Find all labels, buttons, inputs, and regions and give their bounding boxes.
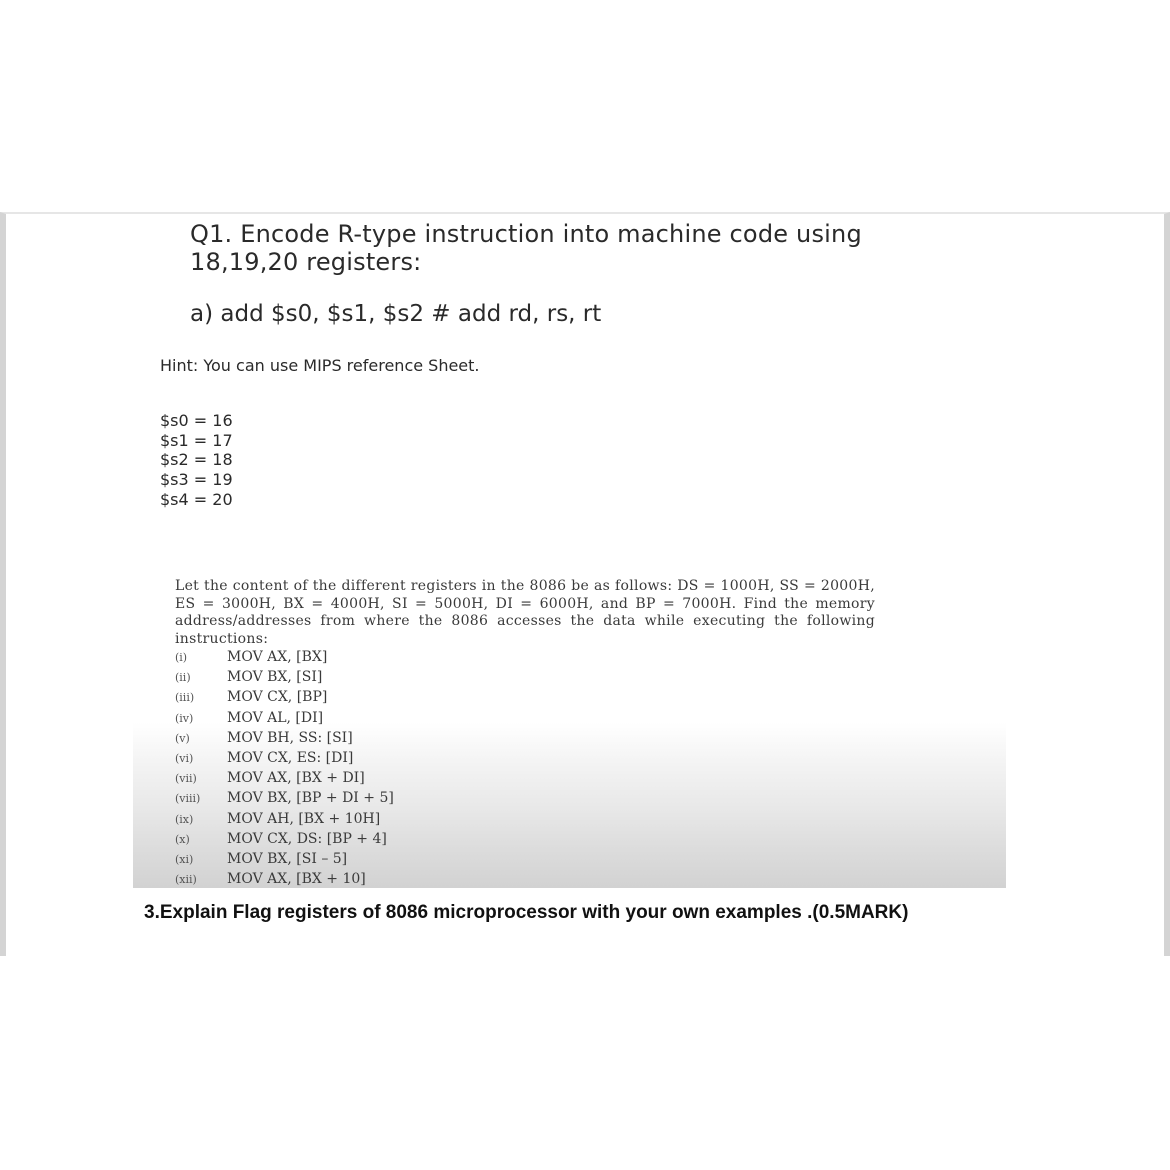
register-item: $s1 = 17 [160,430,233,450]
instruction-text: MOV BX, [SI] [227,669,323,686]
instruction-number: (x) [175,832,190,846]
register-item: $s3 = 19 [160,470,233,490]
instruction-number: (ix) [175,812,194,826]
instruction-item [175,829,394,849]
instruction-item [175,728,394,748]
instruction-text: MOV AX, [BX + 10] [227,871,366,888]
instruction-text: MOV BH, SS: [SI] [227,729,353,746]
scanned-question-image [133,570,1006,888]
question-1-part-a: a) add $s0, $s1, $s2 # add rd, rs, rt [190,301,602,327]
instruction-text: MOV CX, [BP] [227,689,328,706]
instruction-number: (viii) [175,792,201,806]
instruction-number: (v) [175,731,190,745]
instruction-item [175,788,394,808]
instruction-list [175,647,394,889]
instruction-number: (ii) [175,671,191,685]
instruction-item [175,768,394,788]
instruction-number: (iv) [175,711,194,725]
instruction-text: MOV AX, [BX] [227,649,328,665]
instruction-item [175,849,394,869]
instruction-number: (vii) [175,772,197,786]
instruction-number: (i) [175,651,188,664]
question-1-heading [190,220,862,276]
hint-text: Hint: You can use MIPS reference Sheet. [160,356,480,375]
instruction-text: MOV BX, [BP + DI + 5] [227,790,394,807]
instruction-text: MOV CX, DS: [BP + 4] [227,830,387,847]
question-1-line-2: 18,19,20 registers: [190,248,422,276]
question-1-line-1: Q1. Encode R-type instruction into machine code using [190,220,862,248]
instruction-number: (xii) [175,873,197,887]
question-3: 3.Explain Flag registers of 8086 microprocessor with your own examples .(0.5MARK) [144,902,909,923]
instruction-number: (vi) [175,751,194,765]
instruction-text: MOV AL, [DI] [227,709,324,726]
instruction-item [175,869,394,889]
register-list [160,411,233,510]
instruction-text: MOV CX, ES: [DI] [227,749,354,766]
instruction-text: MOV AX, [BX + DI] [227,770,365,787]
instruction-item [175,748,394,768]
register-item: $s4 = 20 [160,489,233,509]
instruction-text: MOV BX, [SI – 5] [227,850,348,867]
instruction-item [175,809,394,829]
instruction-item [175,647,394,667]
instruction-number: (xi) [175,852,194,866]
instruction-item [175,667,394,687]
register-item: $s0 = 16 [160,411,233,430]
question-2-paragraph: Let the content of the different registers in the 8086 be as follows: DS = 1000H, SS = 2000H, ES = 3000H, BX = 4000H, SI = 5000H, DI = 6000H, and BP = 7000H. Find the memory address/addresses from where the 8086 accesses the data while executing the following instructions: [175,578,875,647]
instruction-item [175,687,394,707]
instruction-number: (iii) [175,691,195,705]
instruction-text: MOV AH, [BX + 10H] [227,810,381,827]
register-item: $s2 = 18 [160,450,233,470]
instruction-item [175,708,394,728]
